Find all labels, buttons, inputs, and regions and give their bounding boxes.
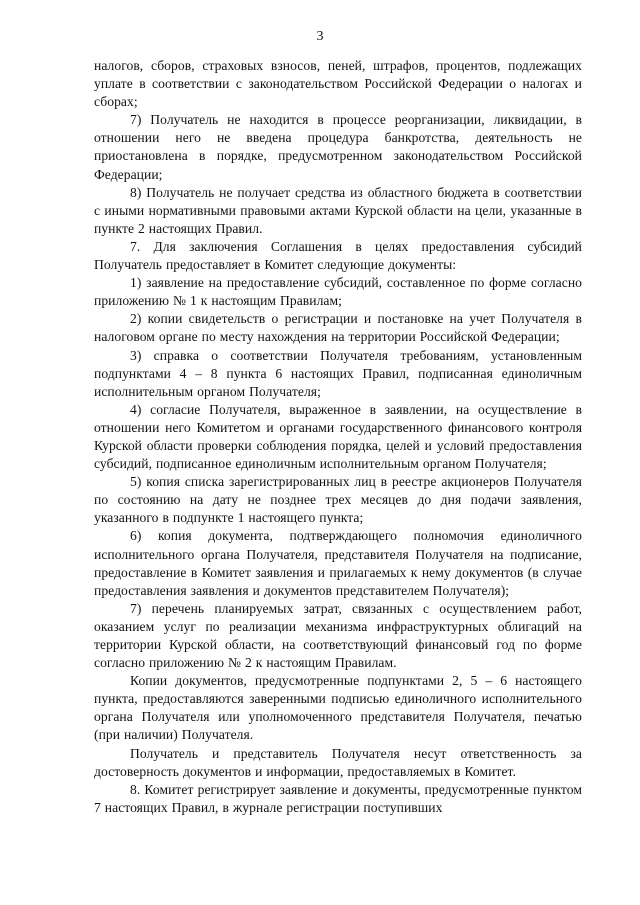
paragraph-doc-3-certificate: 3) справка о соответствии Получателя требованиям, установленным подпунктами 4 – 8 пункта 6 настоящих Правил, подписанная единоличным исполнительным органом Получателя; [94, 347, 582, 399]
paragraph-copies-certification: Копии документов, предусмотренные подпунктами 2, 5 – 6 настоящего пункта, предоставляются заверенными подписью единоличного исполнительного органа Получателя или уполномоченного представителя Получателя, печатью (при наличии) Получателя. [94, 673, 582, 743]
paragraph-responsibility: Получатель и представитель Получателя несут ответственность за достоверность документов и информации, предоставляемых в Комитет. [94, 745, 582, 779]
paragraph-doc-7-cost-list: 7) перечень планируемых затрат, связанных с осуществлением работ, оказанием услуг по реализации механизма инфраструктурных облигаций на территории Курской области, на соответствующий финансовый год по форме согласно приложению № 2 к настоящим Правилам. [94, 600, 582, 671]
paragraph-doc-5-shareholders: 5) копия списка зарегистрированных лиц в реестре акционеров Получателя по состоянию на дату не позднее трех месяцев до дня подачи заявления, указанного в подпункте 1 настоящего пункта; [94, 474, 582, 526]
paragraph-clause-8-registration: 8. Комитет регистрирует заявление и документы, предусмотренные пунктом 7 настоящих Правил, в журнале регистрации поступивших [94, 781, 582, 815]
paragraph-item-8-regional-budget: 8) Получатель не получает средства из областного бюджета в соответствии с иными нормативными правовыми актами Курской области на цели, указанные в пункте 2 настоящих Правил. [94, 184, 582, 236]
document-body [94, 57, 582, 817]
paragraph-doc-1-application: 1) заявление на предоставление субсидий, составленное по форме согласно приложению № 1 к настоящим Правилам; [94, 275, 582, 309]
paragraph-doc-4-consent: 4) согласие Получателя, выраженное в заявлении, на осуществление в отношении него Комитетом и органами государственного финансового контроля Курской области проверки соблюдения порядка, целей и условий предоставления субсидий, подписанное единоличным исполнительным органом Получателя; [94, 401, 582, 472]
paragraph-doc-2-registration: 2) копии свидетельств о регистрации и постановке на учет Получателя в налоговом органе по месту нахождения на территории Российской Федерации; [94, 311, 582, 345]
paragraph-doc-6-authority: 6) копия документа, подтверждающего полномочия единоличного исполнительного органа Получателя, представителя Получателя на подписание, предоставление в Комитет заявления и прилагаемых к нему документов (в случае предоставления заявления и документов представителем Получателя); [94, 528, 582, 598]
paragraph-clause-7-documents: 7. Для заключения Соглашения в целях предоставления субсидий Получатель предоставляет в Комитет следующие документы: [94, 238, 582, 273]
paragraph-tax-continuation: налогов, сборов, страховых взносов, пеней, штрафов, процентов, подлежащих уплате в соответствии с законодательством Российской Федерации о налогах и сборах; [94, 58, 582, 110]
paragraph-item-7-reorganization: 7) Получатель не находится в процессе реорганизации, ликвидации, в отношении него не введена процедура банкротства, деятельность не приостановлена в порядке, предусмотренном законодательством Российской Федерации; [94, 112, 582, 182]
page-number: 3 [316, 29, 324, 44]
